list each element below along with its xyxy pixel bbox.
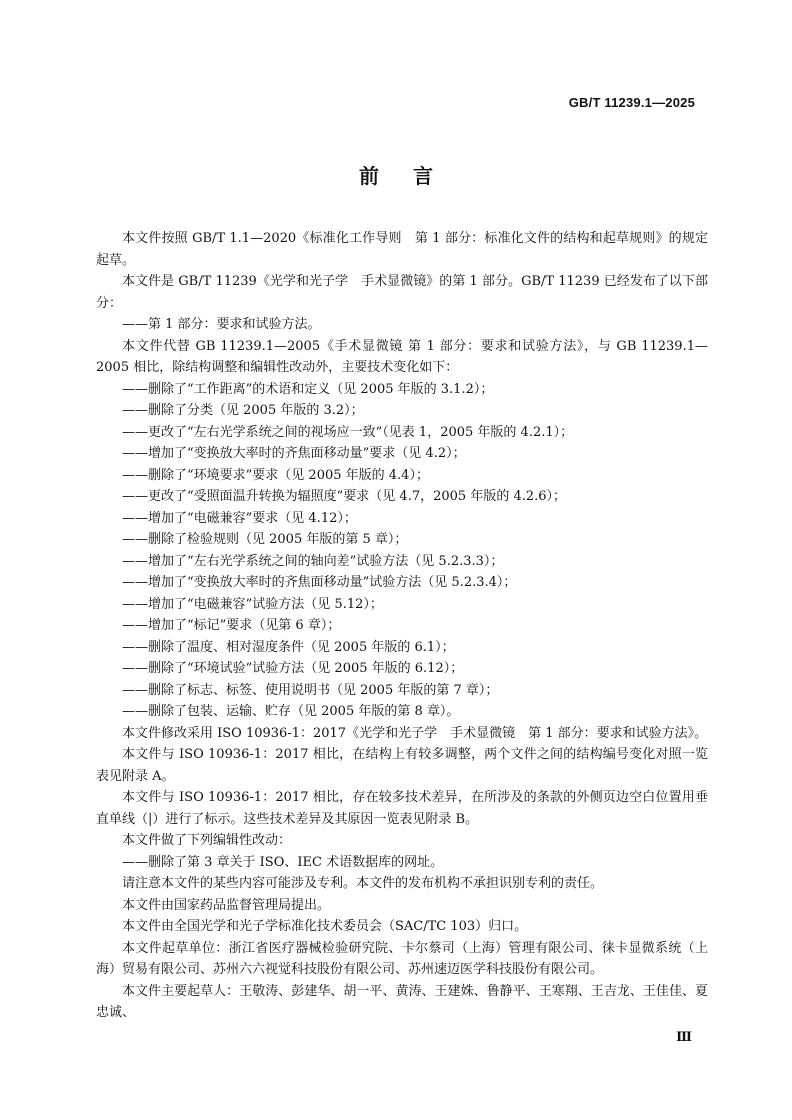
list-item: ——删除了“工作距离”的术语和定义（见 2005 年版的 3.1.2）； — [122, 381, 494, 397]
paragraph: 本文件做了下列编辑性改动： — [122, 833, 292, 848]
list-item: ——增加了“左右光学系统之间的轴向差”试验方法（见 5.2.3.3）； — [122, 553, 504, 569]
paragraph: 本文件是 GB/T 11239《光学和光子学 手术显微镜》的第 1 部分。GB/T 11239 已经发布了以下部分： — [96, 274, 708, 311]
list-item: ——删除了检验规则（见 2005 年版的第 5 章）； — [122, 532, 408, 547]
paragraph: 本文件与 ISO 10936-1：2017 相比，存在较多技术差异，在所涉及的条款的外侧页边空白位置用垂直单线（|）进行了标示。这些技术差异及其原因一览表见附录 B。 — [96, 790, 708, 827]
list-item: ——增加了“电磁兼容”试验方法（见 5.12）； — [122, 596, 383, 612]
list-item: ——第 1 部分：要求和试验方法。 — [122, 317, 321, 332]
list-item: ——删除了“环境试验”试验方法（见 2005 年版的 6.12）； — [122, 661, 464, 676]
list-item: ——删除了第 3 章关于 ISO、IEC 术语数据库的网址。 — [122, 854, 444, 870]
list-item: ——删除了包装、运输、贮存（见 2005 年版的第 8 章）。 — [122, 704, 460, 719]
paragraph: 本文件主要起草人：王敬涛、彭建华、胡一平、黄涛、王建姝、鲁静平、王寒翔、王吉龙、王佳佳、夏忠诚、 — [96, 983, 708, 1020]
list-item: ——增加了“电磁兼容”要求（见 4.12）； — [122, 510, 357, 526]
page-number: Ⅲ — [676, 1030, 692, 1045]
list-item: ——增加了“变换放大率时的齐焦面移动量”试验方法（见 5.2.3.4）； — [122, 575, 517, 590]
paragraph: 本文件按照 GB/T 1.1—2020《标准化工作导则 第 1 部分：标准化文件的结构和起草规则》的规定起草。 — [96, 231, 708, 268]
list-item: ——删除了“环境要求”要求（见 2005 年版的 4.4）； — [122, 467, 429, 483]
standard-number: GB/T 11239.1—2025 — [568, 95, 695, 110]
list-item: ——更改了“受照面温升转换为辐照度”要求（见 4.7，2005 年版的 4.2.6）； — [122, 489, 567, 504]
paragraph: 本文件起草单位：浙江省医疗器械检验研究院、卡尔蔡司（上海）管理有限公司、徕卡显微系统（上海）贸易有限公司、苏州六六视觉科技股份有限公司、苏州速迈医学科技股份有限公司。 — [96, 940, 708, 977]
paragraph: 本文件修改采用 ISO 10936-1：2017《光学和光子学 手术显微镜 第 1 部分：要求和试验方法》。 — [122, 725, 708, 741]
list-item: ——增加了“变换放大率时的齐焦面移动量”要求（见 4.2）； — [122, 446, 466, 461]
list-item: ——增加了“标记”要求（见第 6 章）； — [122, 618, 341, 633]
document-body — [96, 228, 708, 1024]
paragraph: 本文件由国家药品监督管理局提出。 — [122, 897, 331, 913]
list-item: ——删除了标志、标签、使用说明书（见 2005 年版的第 7 章）； — [122, 682, 499, 698]
paragraph: 本文件由全国光学和光子学标准化技术委员会（SAC/TC 103）归口。 — [122, 919, 528, 934]
paragraph: 请注意本文件的某些内容可能涉及专利。本文件的发布机构不承担识别专利的责任。 — [122, 876, 604, 891]
page-title: 前言 — [359, 164, 467, 188]
list-item: ——更改了“左右光学系统之间的视场应一致”（见表 1，2005 年版的 4.2.1）； — [122, 424, 574, 440]
list-item: ——删除了分类（见 2005 年版的 3.2）； — [122, 403, 364, 418]
list-item: ——删除了温度、相对湿度条件（见 2005 年版的 6.1）； — [122, 639, 455, 655]
paragraph: 本文件代替 GB 11239.1—2005《手术显微镜 第 1 部分：要求和试验方法》，与 GB 11239.1—2005 相比，除结构调整和编辑性改动外，主要技术变化如下： — [96, 338, 708, 375]
paragraph: 本文件与 ISO 10936-1：2017 相比，在结构上有较多调整，两个文件之间的结构编号变化对照一览表见附录 A。 — [96, 747, 708, 784]
